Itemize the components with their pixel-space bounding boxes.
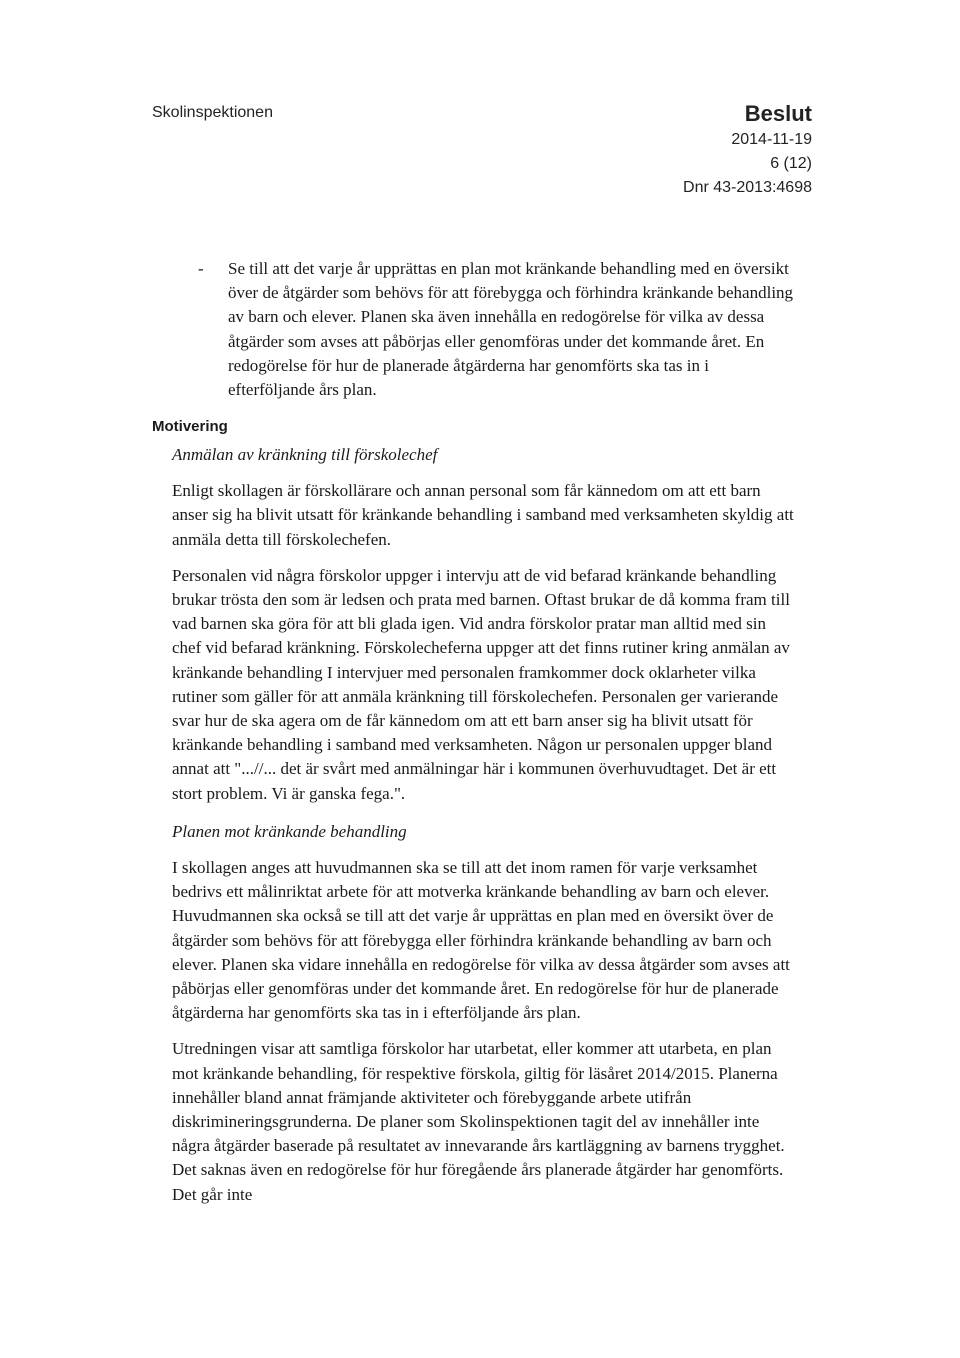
paragraph: Personalen vid några förskolor uppger i intervju att de vid befarad kränkande behandling brukar trösta den som är ledsen och prata med barnen. Oftast brukar de då komma fram till vad barnen ska göra för att bli glada igen. Vid andra förskolor pratar man alltid med sin chef vid befarad kränkning. Förskolecheferna uppger att det finns rutiner kring anmälan av kränkande behandling I intervjuer med personalen framkommer dock oklarheter vilka rutiner som gäller för att anmäla kränkning till förskolechefen. Personalen ger varierande svar hur de ska agera om de får kännedom om att ett barn anser sig ha blivit utsatt för kränkande behandling i samband med verksamheten. Någon ur personalen uppger bland annat att "...//... det är svårt med anmälningar här i kommunen överhuvudtaget. Det är ett stort problem. Vi är ganska fega.".: [172, 565, 790, 803]
document-type: Beslut: [744, 101, 812, 126]
subheading-planen: Planen mot kränkande behandling: [172, 821, 407, 841]
paragraph: Enligt skollagen är förskollärare och annan personal som får kännedom om att ett barn anser sig ha blivit utsatt för kränkande behandling i samband med verksamheten skyldig att anmäla detta till förskolechefen.: [172, 481, 794, 549]
document-meta: [683, 100, 812, 200]
bullet-dash: -: [198, 259, 204, 278]
document-date: 2014-11-19: [731, 131, 812, 148]
paragraph: Utredningen visar att samtliga förskolor har utarbetat, eller kommer att utarbeta, en plan mot kränkande behandling, för respektive förskola, giltig för läsåret 2014/2015. Planerna innehåller bland annat främjande aktiviteter och förebyggande arbete utifrån diskrimineringsgrunderna. De planer som Skolinspektionen tagit del av innehåller inte några åtgärder baserade på resultatet av innevarande års kartläggning av barnens trygghet. Det saknas även en redogörelse för hur föregående års planerade åtgärder har genomförts. Det går inte: [172, 1039, 785, 1204]
motivering-body: [172, 443, 794, 1219]
paragraph: I skollagen anges att huvudmannen ska se till att det inom ramen för varje verksamhet bedrivs ett målinriktat arbete för att motverka kränkande behandling av barn och elever. Huvudmannen ska också se till att det varje år upprättas en plan med en översikt över de åtgärder som behövs för att förebygga eller förhindra kränkande behandling av barn och elever. Planen ska vidare innehålla en redogörelse för vilka av dessa åtgärder som avses att påbörjas eller genomföras under det kommande året. En redogörelse för hur de planerade åtgärderna har genomförts ska tas in i efterföljande års plan.: [172, 858, 790, 1023]
page-number: 6 (12): [770, 155, 812, 172]
case-number: Dnr 43-2013:4698: [683, 179, 812, 196]
subheading-anmalan: Anmälan av kränkning till förskolechef: [172, 445, 438, 464]
requirement-bullet: [198, 257, 798, 402]
bullet-text: Se till att det varje år upprättas en plan mot kränkande behandling med en översikt över de åtgärder som behövs för att förebygga och förhindra kränkande behandling av barn och elever. Planen ska även innehålla en redogörelse för vilka av dessa åtgärder som avses att påbörjas eller genomföras under det kommande året. En redogörelse för hur de planerade åtgärderna har genomförts ska tas in i efterföljande års plan.: [228, 259, 794, 400]
organization-name: Skolinspektionen: [152, 104, 273, 121]
section-heading-motivering: Motivering: [152, 418, 228, 435]
